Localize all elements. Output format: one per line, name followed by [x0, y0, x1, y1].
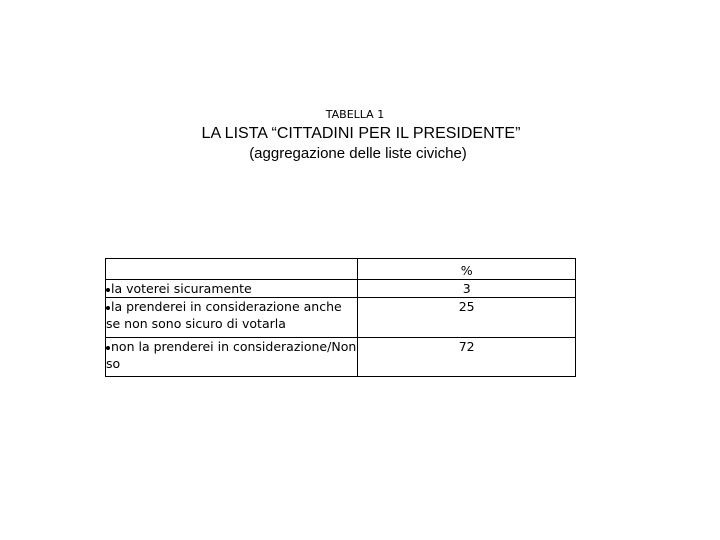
table-subtitle: (aggregazione delle liste civiche)	[249, 145, 467, 162]
data-table	[105, 258, 576, 377]
header-label-cell	[106, 259, 358, 280]
row-label: non la prenderei in considerazione/Non so	[106, 339, 357, 371]
bullet-icon	[106, 346, 110, 350]
row-label-cell	[106, 338, 358, 377]
bullet-icon	[106, 288, 110, 292]
table-label: TABELLA 1	[325, 108, 385, 121]
row-label: la voterei sicuramente	[111, 281, 252, 296]
row-value-cell: 72	[358, 338, 576, 377]
table-row	[106, 280, 576, 298]
table-heading	[0, 108, 720, 164]
row-label-cell	[106, 280, 358, 298]
row-label: la prenderei in considerazione anche se non sono sicuro di votarla	[106, 299, 342, 331]
row-label-cell	[106, 298, 358, 338]
row-value-cell: 3	[358, 280, 576, 298]
table-row	[106, 298, 576, 338]
table-header-row	[106, 259, 576, 280]
header-percent-cell: %	[358, 259, 576, 280]
table-row	[106, 338, 576, 377]
bullet-icon	[106, 306, 110, 310]
table-title: LA LISTA “CITTADINI PER IL PRESIDENTE”	[201, 125, 521, 142]
row-value-cell: 25	[358, 298, 576, 338]
